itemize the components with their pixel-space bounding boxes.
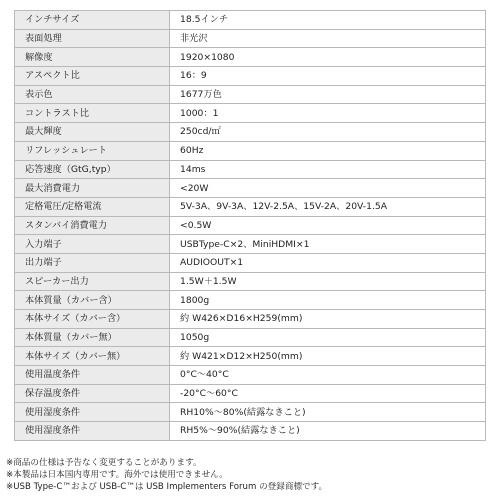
spec-label: コントラスト比 — [15, 104, 170, 123]
spec-row — [15, 403, 486, 422]
spec-value: 5V-3A、9V-3A、12V-2.5A、15V-2A、20V-1.5A — [170, 197, 486, 216]
spec-row — [15, 291, 486, 310]
spec-row — [15, 11, 486, 30]
spec-label: 出力端子 — [15, 253, 170, 272]
spec-value: 1.5W＋1.5W — [170, 272, 486, 291]
spec-value: -20°C〜60°C — [170, 384, 486, 403]
spec-row — [15, 123, 486, 142]
note-line: ※商品の仕様は予告なく変更することがあります。 — [6, 458, 202, 468]
spec-table-body — [15, 11, 486, 441]
spec-value: 約 W426×D16×H259(mm) — [170, 310, 486, 329]
spec-row — [15, 422, 486, 441]
spec-row — [15, 179, 486, 198]
spec-value: <0.5W — [170, 216, 486, 235]
spec-value: 16：9 — [170, 67, 486, 86]
spec-value: 約 W421×D12×H250(mm) — [170, 347, 486, 366]
spec-value: 0°C〜40°C — [170, 366, 486, 385]
spec-value: USBType-C×2、MiniHDMI×1 — [170, 235, 486, 254]
spec-row — [15, 141, 486, 160]
spec-row — [15, 328, 486, 347]
spec-row — [15, 67, 486, 86]
spec-label: 解像度 — [15, 48, 170, 67]
spec-value: 1677万色 — [170, 85, 486, 104]
spec-value: RH10%〜80%(結露なきこと) — [170, 403, 486, 422]
notes — [6, 457, 327, 494]
spec-label: 本体質量（カバー含） — [15, 291, 170, 310]
spec-value: 60Hz — [170, 141, 486, 160]
spec-value: 250cd/㎡ — [170, 123, 486, 142]
spec-table — [14, 10, 486, 441]
spec-row — [15, 160, 486, 179]
spec-row — [15, 29, 486, 48]
spec-label: 本体質量（カバー無） — [15, 328, 170, 347]
spec-row — [15, 272, 486, 291]
spec-row — [15, 235, 486, 254]
spec-row — [15, 366, 486, 385]
spec-label: 最大消費電力 — [15, 179, 170, 198]
spec-label: 使用湿度条件 — [15, 403, 170, 422]
spec-label: 入力端子 — [15, 235, 170, 254]
spec-label: 本体サイズ（カバー無） — [15, 347, 170, 366]
note-line: ※USB Type-C™および USB-C™は USB Implementers Forum の登録商標です。 — [6, 482, 328, 493]
spec-value: 14ms — [170, 160, 486, 179]
spec-label: 保存温度条件 — [15, 384, 170, 403]
spec-label: 表示色 — [15, 85, 170, 104]
spec-value: 1920×1080 — [170, 48, 486, 67]
spec-label: アスペクト比 — [15, 67, 170, 86]
spec-label: 表面処理 — [15, 29, 170, 48]
spec-value: 1800g — [170, 291, 486, 310]
spec-label: 定格電圧/定格電流 — [15, 197, 170, 216]
spec-label: 応答速度（GtG,typ） — [15, 160, 170, 179]
spec-label: 使用温度条件 — [15, 366, 170, 385]
spec-row — [15, 197, 486, 216]
spec-row — [15, 85, 486, 104]
spec-value: 18.5インチ — [170, 11, 486, 30]
spec-row — [15, 216, 486, 235]
spec-label: 本体サイズ（カバー含） — [15, 310, 170, 329]
spec-label: スピーカー出力 — [15, 272, 170, 291]
spec-row — [15, 48, 486, 67]
spec-row — [15, 104, 486, 123]
note-line: ※本製品は日本国内専用です。海外では使用できません。 — [6, 470, 228, 481]
spec-row — [15, 384, 486, 403]
spec-label: リフレッシュレート — [15, 141, 170, 160]
spec-label: スタンバイ消費電力 — [15, 216, 170, 235]
spec-row — [15, 253, 486, 272]
spec-label: インチサイズ — [15, 11, 170, 30]
spec-label: 最大輝度 — [15, 123, 170, 142]
spec-value: AUDIOOUT×1 — [170, 253, 486, 272]
spec-value: RH5%〜90%(結露なきこと) — [170, 422, 486, 441]
spec-label: 使用湿度条件 — [15, 422, 170, 441]
spec-value: 1050g — [170, 328, 486, 347]
spec-value: 非光沢 — [170, 29, 486, 48]
spec-row — [15, 347, 486, 366]
spec-value: <20W — [170, 179, 486, 198]
spec-value: 1000：1 — [170, 104, 486, 123]
spec-row — [15, 310, 486, 329]
